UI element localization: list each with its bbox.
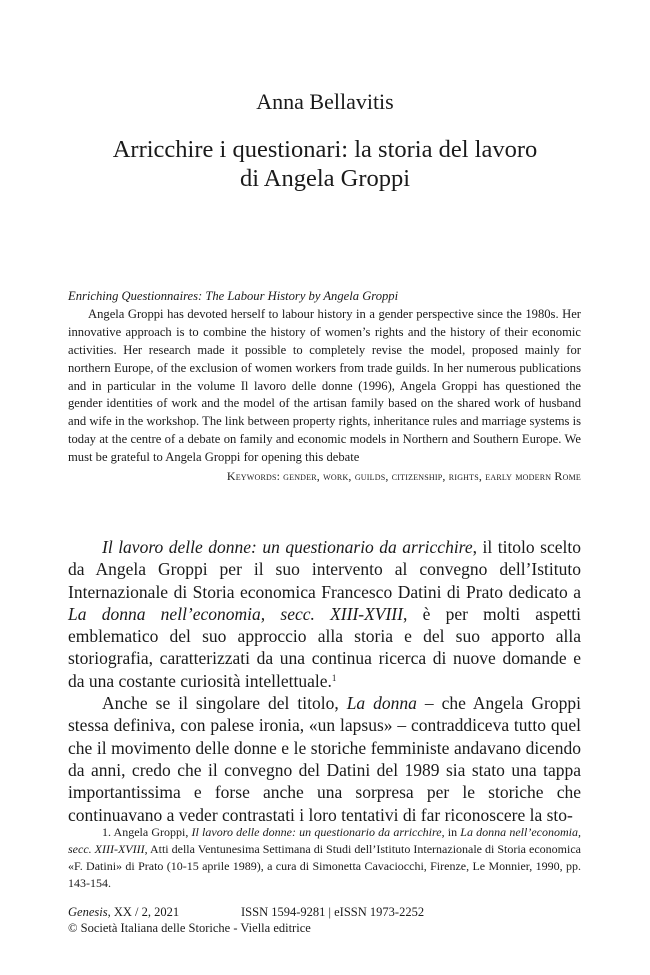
italic-title: Il lavoro delle donne: un questionario da arricchire [102,537,473,557]
keywords-line [68,468,581,487]
paragraph-1 [68,536,581,692]
paragraph-1-text-b: , è per molti aspetti emblematico del suo approccio alla storia e del suo apporto alla storiografia, caratterizzati da una continua ricerca di nuove domande e da una costante curiosità intellettuale. [68,603,581,691]
article-author: Anna Bellavitis [256,89,394,114]
article-title [0,135,650,193]
paragraph-1-text-a: , il titolo scelto da Angela Groppi per il suo intervento al convegno dell’Istituto Internazionale di Storia economica Francesco Datini di Prato dedicato a [68,537,581,602]
journal-issue: , XX / 2, 2021 [107,905,180,919]
abstract-title: Enriching Questionnaires: The Labour History by Angela Groppi [68,289,399,303]
main-text [68,536,581,826]
footnote-italic-1: Il lavoro delle donne: un questionario da arricchire [191,825,442,839]
footnote-1 [68,824,581,892]
paragraph-2 [68,692,581,826]
footnote-text-c: , Atti della Ventunesima Settimana di Studi dell’Istituto Internazionale di Storia economica «F. Datini» di Prato (10-15 aprile 1989), a cura di Simonetta Cavaciocchi, Firenze, Le Monnier, 1990, pp. 143-154. [68,842,581,890]
keywords-label: Keywords: [226,469,281,484]
title-line-1: Arricchire i questionari: la storia del lavoro [112,136,538,163]
paragraph-2-text-a: Anche se il singolare del titolo, [102,693,347,714]
abstract-body: Angela Groppi has devoted herself to labour history in a gender perspective since the 1980s. Her innovative approach is to combine the history of women’s rights and the history of their economic activities. Her research made it possible to completely revise the model, proposed mainly for northern Europe, of the exclusion of women workers from trade guilds. In her numerous publications and in particular in the volume Il lavoro delle donne (1996), Angela Groppi has questioned the gender identities of work and the model of the artisan family based on the shared work of husband and wife in the workshop. The link between property rights, inheritance rules and marriage systems is today at the centre of a debate on family and economic models in Northern and Southern Europe. We must be grateful to Angela Groppi for opening this debate [68,306,581,465]
italic-la-donna: La donna [346,693,417,714]
title-line-2: di Angela Groppi [239,165,411,192]
footnote [68,824,581,892]
italic-conference: La donna nell’economia, secc. XIII-XVIII [68,603,403,624]
footnote-text-a: 1. Angela Groppi, [102,825,192,839]
colophon [68,904,581,936]
journal-name: Genesis [68,905,108,919]
english-abstract [68,288,581,487]
colophon-row-1 [68,904,581,920]
keywords-list: gender, work, guilds, citizenship, rights, early modern Rome [283,469,581,484]
copyright: © Società Italiana delle Storiche - Viella editrice [68,921,311,935]
paragraph-2-text-b: – che Angela Groppi stessa definiva, con palese ironia, «un lapsus» – contraddiceva tutto quel che il movimento delle donne e le storiche femministe andavano dicendo da anni, credo che il convegno del Datini del 1989 sia stato una tappa importantissima e forse anche una sorpresa per le storiche che continuavano a veder contrastati i loro tentativi di far riconoscere la sto- [68,693,581,825]
footnote-text-b: , in [441,825,461,839]
footnote-ref[interactable]: 1 [331,672,337,683]
footnote-italic-2: La donna nell’economia, secc. XIII-XVIII [68,825,581,856]
issn: ISSN 1594-9281 | eISSN 1973-2252 [241,905,425,919]
